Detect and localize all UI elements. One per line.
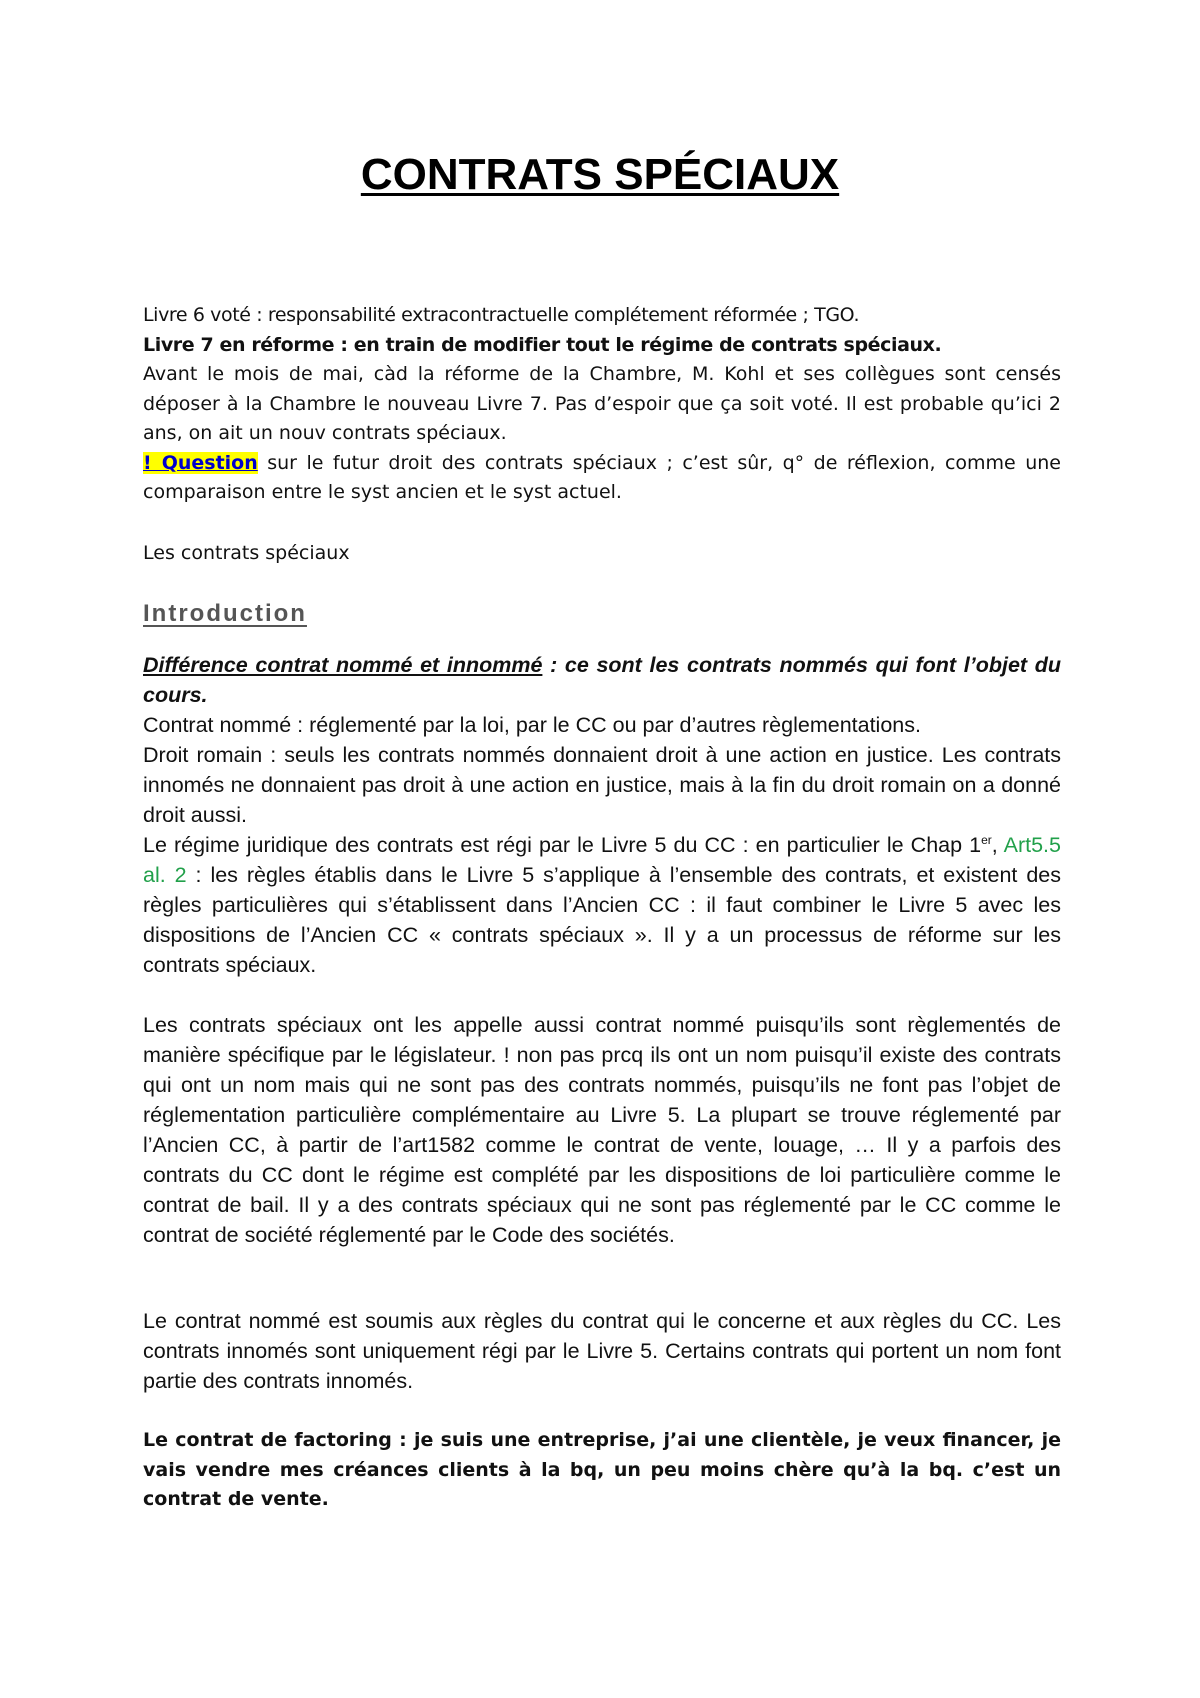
difference-underlined: Différence contrat nommé et innommé	[143, 653, 543, 677]
livre7-line: Livre 7 en réforme : en train de modifier tout le régime de contrats spéciaux.	[143, 333, 942, 356]
regime-paragraph	[143, 830, 1061, 980]
section-heading-introduction: Introduction	[143, 600, 307, 627]
article-reference: Art5.5 al. 2	[143, 833, 1061, 887]
contrats-speciaux-paragraph: Les contrats spéciaux ont les appelle aussi contrat nommé puisqu’ils sont règlementés de manière spécifique par le législateur. ! non pas prcq ils ont un nom puisqu’il existe des contrats qui ont un nom mais qui ne sont pas des contrats nommés, puisqu’ils ne font pas l’objet de réglementation particulière complémentaire au Livre 5. La plupart se trouve réglementé par l’Ancien CC, à partir de l’art1582 comme le contrat de vente, louage, … Il y a parfois des contrats du CC dont le régime est complété par les dispositions de loi particulière comme le contrat de bail. Il y a des contrats spéciaux qui ne sont pas réglementé par le CC comme le contrat de société réglementé par le Code des sociétés.	[143, 1013, 1061, 1247]
difference-rest: : ce sont les contrats nommés qui font l’objet du cours.	[143, 653, 1061, 707]
regime-text-a: Le régime juridique des contrats est régi par le Livre 5 du CC : en particulier le Chap 1	[143, 833, 982, 857]
contrat-nomme-regles-paragraph: Le contrat nommé est soumis aux règles du contrat qui le concerne et aux règles du CC. Les contrats innomés sont uniquement régi par le Livre 5. Certains contrats qui portent un nom font partie des contrats innomés.	[143, 1309, 1061, 1393]
page-title: CONTRATS SPÉCIAUX	[360, 150, 840, 199]
factoring-paragraph: Le contrat de factoring : je suis une entreprise, j’ai une clientèle, je veux financer, je vais vendre mes créances clients à la bq, un peu moins chère qu’à la bq. c’est un contrat de vente.	[143, 1429, 1061, 1510]
avant-paragraph: Avant le mois de mai, càd la réforme de la Chambre, M. Kohl et ses collègues sont censés déposer à la Chambre le nouveau Livre 7. Pas d’espoir que ça soit voté. Il est probable qu’ici 2 ans, on ait un nouv contrats spéciaux.	[143, 363, 1061, 444]
droit-romain-paragraph: Droit romain : seuls les contrats nommés donnaient droit à une action en justice. Les contrats innomés ne donnaient pas droit à une action en justice, mais à la fin du droit romain on a donné droit aussi.	[143, 743, 1061, 827]
question-paragraph	[143, 449, 1061, 508]
intro-notes	[143, 301, 1061, 508]
regime-superscript: er	[981, 833, 992, 847]
livre6-line: Livre 6 voté : responsabilité extracontractuelle complétement réformée ; TGO.	[143, 304, 860, 326]
question-text: sur le futur droit des contrats spéciaux ; c’est sûr, q° de réflexion, comme une comparaison entre le syst ancien et le syst actuel.	[143, 451, 1062, 503]
question-highlight: ! Question	[143, 451, 258, 474]
les-contrats-line: Les contrats spéciaux	[143, 542, 350, 564]
regime-text-b: : les règles établis dans le Livre 5 s’applique à l’ensemble des contrats, et existent des règles particulières qui s’établissent dans l’Ancien CC : il faut combiner le Livre 5 avec les dispositions de l’Ancien CC « contrats spéciaux ». Il y a un processus de réforme sur les contrats spéciaux.	[143, 863, 1062, 977]
intro-body	[143, 650, 1061, 980]
regime-separator: ,	[991, 833, 1004, 857]
difference-heading	[143, 650, 1061, 710]
contrat-nomme-line: Contrat nommé : réglementé par la loi, par le CC ou par d’autres règlementations.	[143, 713, 921, 737]
